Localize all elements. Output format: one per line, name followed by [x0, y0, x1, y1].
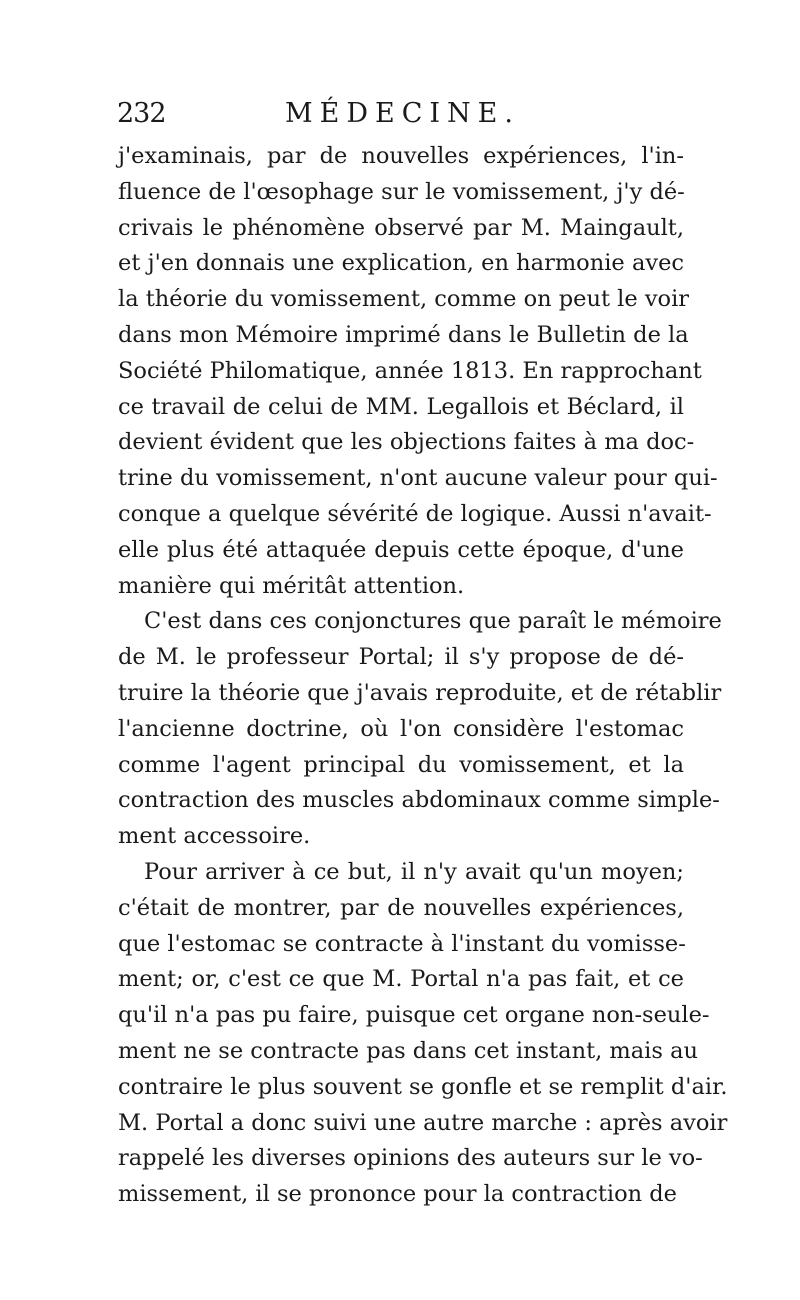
text-line: et j'en donnais une explication, en harmonie avec	[118, 250, 684, 277]
text-line: contraire le plus souvent se gonfle et se remplit d'air.	[118, 1073, 728, 1100]
text-line: fluence de l'œsophage sur le vomissement, j'y dé-	[118, 178, 685, 205]
text-line: comme l'agent principal du vomissement, et la	[118, 751, 684, 778]
text-line: contraction des muscles abdominaux comme simple-	[118, 787, 720, 814]
text-line: truire la théorie que j'avais reproduite, et de rétablir	[118, 679, 722, 706]
text-line: Société Philomatique, année 1813. En rapprochant	[118, 357, 702, 384]
text-line: missement, il se prononce pour la contraction de	[118, 1181, 677, 1208]
text-line: Pour arriver à ce but, il n'y avait qu'un moyen;	[144, 858, 684, 885]
text-line: crivais le phénomène observé par M. Maingault,	[118, 214, 684, 241]
text-line: j'examinais, par de nouvelles expériences, l'in-	[118, 143, 684, 169]
text-line: ce travail de celui de MM. Legallois et Béclard, il	[118, 393, 684, 420]
running-head: MÉDECINE.	[285, 98, 520, 129]
text-line: ment; or, c'est ce que M. Portal n'a pas fait, et ce	[118, 966, 684, 993]
text-line: qu'il n'a pas pu faire, puisque cet organe non-seule-	[118, 1002, 710, 1029]
paragraph	[118, 855, 728, 1213]
text-line: manière qui méritât attention.	[118, 572, 465, 599]
paragraph	[118, 139, 718, 604]
body-text	[118, 139, 728, 1213]
text-line: dans mon Mémoire imprimé dans le Bulletin de la	[118, 321, 689, 348]
text-line: devient évident que les objections faites à ma doc-	[118, 429, 695, 456]
text-line: trine du vomissement, n'ont aucune valeur pour qui-	[118, 465, 718, 492]
text-line: que l'estomac se contracte à l'instant du vomisse-	[118, 930, 686, 957]
text-line: ment accessoire.	[118, 823, 311, 850]
text-line: elle plus été attaquée depuis cette époque, d'une	[118, 536, 684, 563]
text-line: c'était de montrer, par de nouvelles expériences,	[118, 894, 684, 921]
text-line: C'est dans ces conjonctures que paraît le mémoire	[144, 608, 722, 635]
page-header	[117, 96, 687, 136]
text-line: de M. le professeur Portal; il s'y propose de dé-	[118, 644, 684, 671]
text-line: conque a quelque sévérité de logique. Aussi n'avait-	[118, 500, 712, 527]
text-line: l'ancienne doctrine, où l'on considère l'estomac	[118, 715, 684, 742]
text-line: ment ne se contracte pas dans cet instant, mais au	[118, 1037, 698, 1064]
paragraph	[118, 604, 722, 855]
text-line: rappelé les diverses opinions des auteurs sur le vo-	[118, 1145, 703, 1172]
text-line: M. Portal a donc suivi une autre marche : après avoir	[118, 1109, 728, 1136]
text-line: la théorie du vomissement, comme on peut le voir	[118, 286, 690, 313]
page-number: 232	[117, 98, 166, 129]
